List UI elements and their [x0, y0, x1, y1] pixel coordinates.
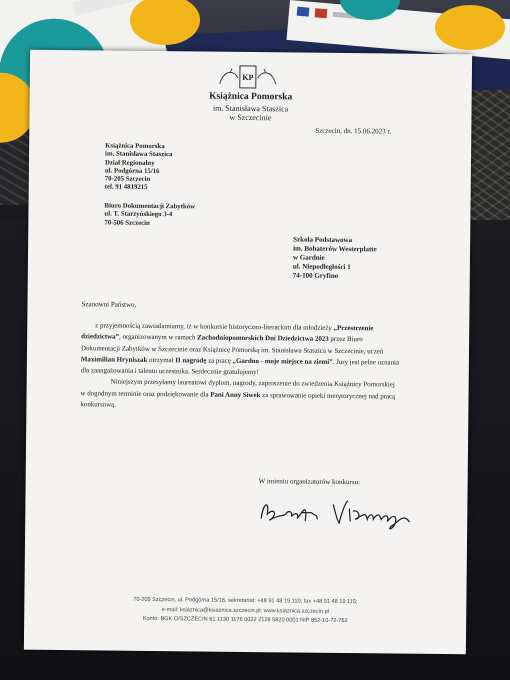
contest-name: „Przestrzenie dziedzictwa”: [81, 324, 374, 341]
address-line: 70-506 Szczecin: [104, 219, 150, 227]
flag-icon: [315, 8, 328, 18]
body-text: Niniejszym przesyłamy laureatowi dyplom, nagrody, zaproszenie do zwiedzenia Książnicy Pomorskiej w dogodnym terminie oraz podziękowanie dla: [80, 379, 395, 399]
sender-address: [105, 142, 173, 192]
recipient-address: [293, 235, 377, 281]
footer-line: e-mail: ksiaznica@ksiaznica.szczecin.pl; www.ksiaznica.szczecin.pl: [161, 606, 329, 615]
library-logo-icon: [216, 64, 280, 91]
letter-sheet: [24, 50, 472, 655]
salutation: Szanowni Państwo,: [81, 300, 137, 309]
work-title: „Gardno - moje miejsce na ziemi”: [232, 357, 333, 366]
body-text: otrzymał: [147, 356, 176, 365]
yellow-circle-decoration: [435, 5, 505, 50]
footer-line: 70-205 Szczecin, ul. Podgórna 15/16, sekretariat: +48 91 48 19 110; fax +48 91 48 19 115;: [133, 596, 358, 606]
address-line: Biuro Dokumentacji Zabytków: [104, 202, 196, 211]
address-line: tel. 91 4819215: [104, 183, 148, 192]
address-line: w Gardnie: [292, 253, 325, 262]
handwritten-signature: [255, 492, 415, 534]
body-text: za pracę: [206, 357, 233, 365]
body-paragraph: [80, 377, 400, 414]
event-name: Zachodniopomorskich Dni Dziedzictwa 2023: [197, 334, 329, 344]
flag-icon: [297, 7, 310, 17]
address-line: ul. T. Starzyńskiego 3-4: [104, 210, 173, 219]
student-name: Maximilian Hryniszak: [80, 356, 148, 364]
letter-body: [80, 320, 401, 414]
body-text: z przyjemnością zawiadamiamy, iż w konkursie historyczno-literackim dla młodzieży: [95, 322, 334, 332]
address-line: ul. Podgórna 15/16: [104, 167, 160, 175]
address-line: Książnica Pomorska: [105, 142, 165, 151]
teacher-name: Pani Anny Siwek: [210, 391, 261, 399]
address-line: Szkoła Podstawowa: [293, 235, 353, 245]
letterhead-subtitle: im. Stanisława Staszica: [212, 103, 289, 114]
address-line: ul. Niepodległości 1: [292, 262, 351, 272]
letterhead-city: w Szczecinie: [229, 112, 272, 123]
body-text: . Jury jest pełne uznania dla zaangażowania i talentu uczestnika. Serdecznie gratulujemy!: [80, 358, 400, 377]
address-line: 70-205 Szczecin: [104, 175, 151, 184]
address-line: 74-100 Gryfino: [292, 271, 339, 280]
letter-date: Szczecin, dn. 15.06.2023 r.: [315, 126, 392, 136]
logo-monogram: KP: [242, 72, 254, 83]
address-line: im. Bohaterów Westerplatte: [293, 244, 377, 254]
address-line: im. Stanisława Staszica: [105, 150, 173, 159]
body-text: za sprawowanie opieki merytorycznej nad pracą konkursową.: [80, 391, 396, 409]
letter-footer: [24, 595, 466, 628]
letterhead-name: Książnica Pomorska: [209, 91, 293, 103]
body-paragraph: [81, 320, 402, 380]
body-text: , organizowanym w ramach: [118, 333, 198, 342]
footer-line: Konto: BGK O/SZCZECIN 61 1130 1176 0022 2128 5820 0001 NIP 852-10-72-762: [142, 615, 348, 625]
award-name: II nagrodę: [175, 357, 207, 365]
office-address: [104, 202, 195, 228]
address-line: Dział Regionalny: [104, 159, 155, 167]
body-text: przez Biuro Dokumentacji Zabytków w Szczecinie oraz Książnicę Pomorską im. Stanisława Staszica w Szczecinie, uczeń: [80, 336, 384, 356]
closing-line: W imieniu organizatorów konkursu:: [258, 477, 361, 487]
